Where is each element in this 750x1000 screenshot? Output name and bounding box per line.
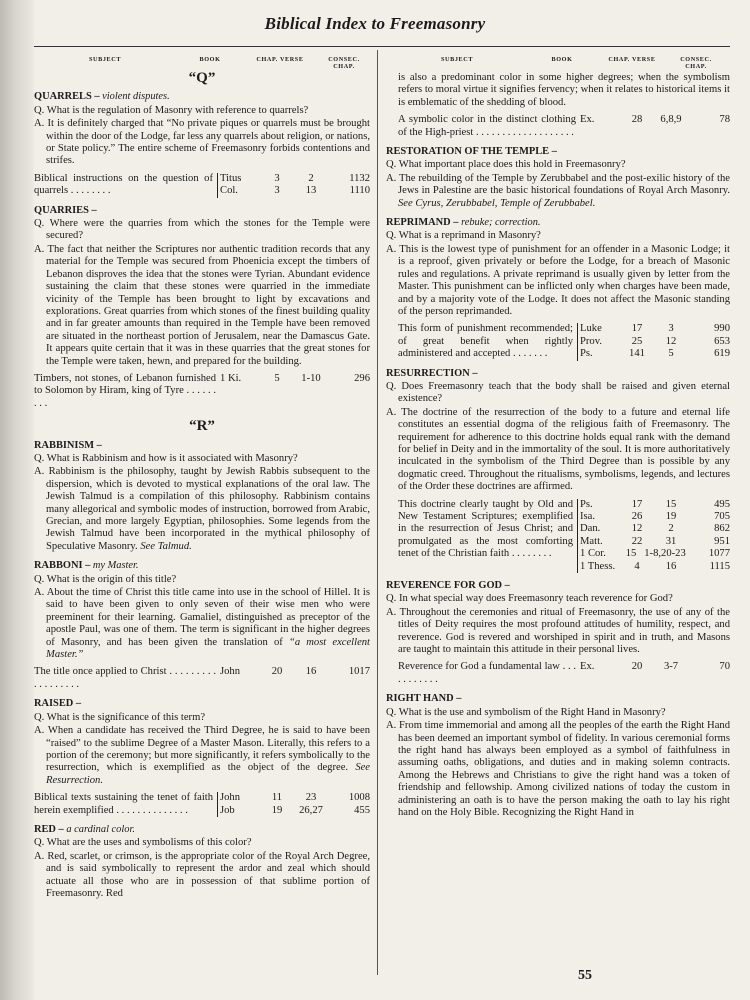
reference-row: Job 19 26,27 455	[220, 804, 370, 816]
page-number: 55	[578, 968, 592, 983]
question: Q. In what special way does Freemasonry teach reverence for God?	[386, 593, 673, 605]
entry-quarrels	[34, 91, 370, 197]
scripture-reference	[386, 499, 730, 573]
entry-rabboni	[34, 560, 370, 691]
answer-italic: “a most excellent Master.”	[46, 636, 371, 661]
question: Q. What is the origin of this title?	[34, 573, 177, 585]
reference-row: Titus 3 2 1132	[220, 172, 370, 184]
scripture-reference	[386, 661, 730, 686]
entry-definition: rebuke; correction.	[461, 217, 541, 229]
answer: A. About the time of Christ this title came into use in the school of Hillel. It is said to have been given to only seven of their wise men who were preeminent for their learning. Gamaliel, distinguished as preceptor of the apostle Paul, was one of them. The term is significant in the higher degrees of Masonry, and has been given the translation of	[34, 587, 370, 648]
reference-text: A symbolic color in the distinct clothing of the High-priest . . . . . . . . . . . . . . . . . . .	[398, 114, 576, 138]
entry-definition: violent disputes.	[102, 91, 170, 103]
entry-reverence-for-god	[386, 580, 730, 686]
question: Q. What is the use and symbolism of the Right Hand in Masonry?	[386, 706, 666, 718]
entry-red	[34, 824, 370, 900]
column-header	[34, 56, 370, 70]
answer: A. The rebuilding of the Temple by Zerubbabel and the post-exilic history of the Jews in Palestine are the basic historical foundations of Royal Arch Masonry.	[386, 172, 730, 197]
question: Q. Where were the quarries from which the stones for the Temple were secured?	[34, 218, 370, 242]
running-head: Biblical Index to Freemasonry	[264, 14, 486, 33]
reference-text: Reverence for God a fundamental law . . . . . . . . . . .	[398, 661, 576, 685]
reference-row: John 20 16 1017	[220, 666, 370, 678]
entry-title: RABBONI –	[34, 560, 91, 572]
reference-row: Matt. 22 31 951	[580, 535, 730, 547]
answer-continued: is also a predominant color in some higher degrees; when the symbolism refers to moral virtue it signifies fervency; when it relates to historical items it is emblematic of the shedding of blood.	[398, 72, 730, 108]
left-column	[34, 50, 370, 901]
see-also: See Talmud.	[140, 540, 192, 552]
question: Q. What is the regulation of Masonry with reference to quarrels?	[34, 104, 309, 116]
header-book: BOOK	[199, 56, 221, 63]
answer: A. This is the lowest type of punishment for an offender in a Masonic Lodge; it is a reproof, given privately or before the Lodge, for a breach of Masonic rules and regulations. A private reprimand is usually given by letter from the Master. This punishment can be inflicted only when charges have been made, and by a majority vote of the Lodge. It does not affect the Masonic standing of the person reprimanded.	[386, 243, 730, 317]
entry-right-hand	[386, 693, 730, 819]
reference-row: 1 Ki. 5 1-10 296	[220, 372, 370, 384]
reference-row: Col. 3 13 1110	[220, 185, 370, 197]
reference-row: Prov. 25 12 653	[580, 335, 730, 347]
entry-definition: my Master.	[92, 560, 139, 572]
reference-row: Isa. 26 19 705	[580, 511, 730, 522]
reference-row: Luke 17 3 990	[580, 323, 730, 335]
header-consec: CONSEC. CHAP.	[328, 56, 360, 70]
entry-title: REVERENCE FOR GOD –	[386, 580, 510, 592]
scripture-reference	[386, 114, 730, 139]
scripture-reference	[34, 373, 370, 410]
header-chap-verse: CHAP. VERSE	[256, 56, 304, 63]
entry-title: QUARRIES –	[34, 204, 97, 216]
entry-title: RAISED –	[34, 698, 82, 710]
answer: A. The fact that neither the Scriptures nor authentic tradition records that any material for the Temple was secured from Phoenicia except the timbers of Lebanon disproves the idea that the stones were Tyrian. Abundant evidence sustaining the claim that these stones were quarried in the immediate vicinity of the Temple has been brought to light by excavations and explorations. Great quarries from which stones of the finest building quality and in far greater amounts than required in the Temple have been removed are situated in the northeast portion of Jerusalem, near the Damascus Gate. It appears quite certain that it was in these quarries that the great stones for the Temple were taken, hewn, and prepared for the building.	[34, 243, 370, 367]
question: Q. What is a reprimand in Masonry?	[386, 230, 541, 242]
entry-definition: a cardinal color.	[66, 823, 135, 835]
entry-quarries	[34, 205, 370, 411]
column-header	[386, 56, 730, 70]
question: Q. What are the uses and symbolisms of this color?	[34, 837, 252, 849]
entry-resurrection	[386, 368, 730, 574]
reference-row: 1 Cor. 15 1-8,20-23 1077	[580, 548, 730, 560]
reference-row: Ps. 17 15 495	[580, 498, 730, 510]
entry-title: REPRIMAND –	[386, 217, 459, 229]
entry-title: RIGHT HAND –	[386, 693, 462, 705]
reference-text: Biblical instructions on the question of quarrels . . . . . . . .	[34, 172, 213, 197]
reference-text: The title once applied to Christ . . . . . . . . . . . . . . . . . .	[34, 666, 216, 690]
answer: A. Red, scarlet, or crimson, is the appropriate color of the Royal Arch Degree, and is said symbolically to represent the ardor and zeal which should actuate all those who are in possession of that sublime portion of Freemasonry. Red	[34, 850, 370, 899]
reference-row: Dan. 12 2 862	[580, 523, 730, 535]
header-rule	[34, 46, 730, 47]
letter-heading-q: “Q”	[188, 70, 216, 86]
reference-text: This doctrine clearly taught by Old and New Testament Scriptures; exemplified in the resurrection of Jesus Christ; and promulgated as the most comforting tenet of the Christian faith . . . . . . . .	[398, 498, 573, 560]
entry-raised	[34, 698, 370, 817]
entry-title: RED –	[34, 823, 64, 835]
header-subject: SUBJECT	[441, 56, 474, 63]
reference-text: Biblical texts sustaining the tenet of faith herein exemplified . . . . . . . . . . . . . .	[34, 792, 213, 816]
scripture-reference	[34, 792, 370, 817]
see-also: See Cyrus, Zerubbabel, Temple of Zerubbabel.	[398, 197, 596, 209]
reference-text: Timbers, not stones, of Lebanon furnished to Solomon by Hiram, king of Tyre . . . . . . . . .	[34, 372, 216, 409]
answer: A. It is definitely charged that “No private piques or quarrels must be brought within the door of the Lodge, far less any quarrels about religion, or nations, or State policy.” The entire scheme of Freemasonry forbids contentions and strifes.	[34, 118, 370, 167]
reference-row: John 11 23 1008	[220, 792, 370, 804]
entry-title: RESURRECTION –	[386, 367, 478, 379]
reference-text: This form of punishment recommended; of great benefit when rightly administered and accepted . . . . . . .	[398, 323, 573, 360]
reference-row: 1 Thess. 4 16 1115	[580, 560, 730, 572]
entry-title: QUARRELS –	[34, 91, 100, 103]
question: Q. Does Freemasonry teach that the body shall be raised and given eternal existence?	[386, 380, 730, 405]
right-column	[386, 50, 730, 820]
header-book: BOOK	[551, 56, 573, 63]
scripture-reference	[34, 666, 370, 691]
header-subject: SUBJECT	[89, 56, 122, 63]
entry-restoration	[386, 146, 730, 210]
see-also: See Resurrection.	[46, 762, 371, 786]
entry-rabbinism	[34, 440, 370, 554]
answer: A. Rabbinism is the philosophy, taught by Jewish Rabbis subsequent to the dispersion, which is devoted to mystical explanations of the oral law. The Jewish Talmud is a compilation of this philosophy. Rabbinism contains many allegorical and symbolic modes of instruction, borrowed from Arabic, Grecian, and more largely Egyptian, philosophies. Some legends from the Jewish Talmud have been incorporated in the mythical philosophy of Speculative Masonry.	[34, 466, 370, 552]
entry-red-continued	[386, 72, 730, 139]
reference-row: Ex. 20 3-7 70	[580, 661, 730, 673]
question: Q. What is Rabbinism and how is it associated with Masonry?	[34, 452, 298, 464]
answer: A. Throughout the ceremonies and ritual of Freemasonry, the use of any of the titles of Deity requires the most profound attitudes of humility, respect, and reverence. God is revered and worshiped in spirit and in truth, and Masons are taught to maintain this attitude in their personal lives.	[386, 606, 730, 656]
entry-title: RESTORATION OF THE TEMPLE –	[386, 146, 557, 158]
book-binding-shadow	[0, 0, 34, 1000]
header-consec: CONSEC. CHAP.	[680, 56, 712, 70]
answer: A. When a candidate has received the Third Degree, he is said to have been “raised” to the sublime Degree of a Master Mason. Literally, this refers to a portion of the ceremony; but more significantly, it refers symbolically to the resurrection, which is exemplified as the object of the degree.	[34, 725, 370, 774]
question: Q. What is the significance of this term?	[34, 711, 206, 723]
question: Q. What important place does this hold in Freemasonry?	[386, 159, 626, 171]
letter-heading-r: “R”	[189, 418, 215, 435]
scripture-reference	[386, 323, 730, 360]
header-chap-verse: CHAP. VERSE	[608, 56, 656, 63]
entry-reprimand	[386, 217, 730, 360]
reference-row: Ex. 28 6,8,9 78	[580, 114, 730, 126]
column-divider	[377, 50, 378, 975]
scripture-reference	[34, 173, 370, 198]
entry-title: RABBINISM –	[34, 439, 102, 451]
reference-row: Ps. 141 5 619	[580, 348, 730, 360]
answer: A. The doctrine of the resurrection of the body to a future and eternal life constitutes an essential dogma of the religious faith of Freemasonry. The requirement for adherence to this doctrine holds equal rank with the demand for belief in Deity and in the immortality of the soul. It is more authoritatively inculcated in the symbolism of the Third Degree than is possible by any dogmatic creed. Throughout the ritualisms, symbolisms, legends, and lectures of the Order these doctrines are affirmed.	[386, 406, 730, 493]
answer: A. From time immemorial and among all the peoples of the earth the Right Hand has been deemed an important symbol of fidelity. In various ceremonial forms the right hand has always been employed as a symbol of faithfulness in assuming oaths, obligations, and duties and in making solemn contracts. Among the Hebrews and Christians to give the right hand was a token of friendship and fellowship. Among civilized nations of today the custom in administering an oath is to have the person making the oath to lay his right hand on the Holy Bible. Recognizing the Right Hand in	[386, 720, 730, 818]
